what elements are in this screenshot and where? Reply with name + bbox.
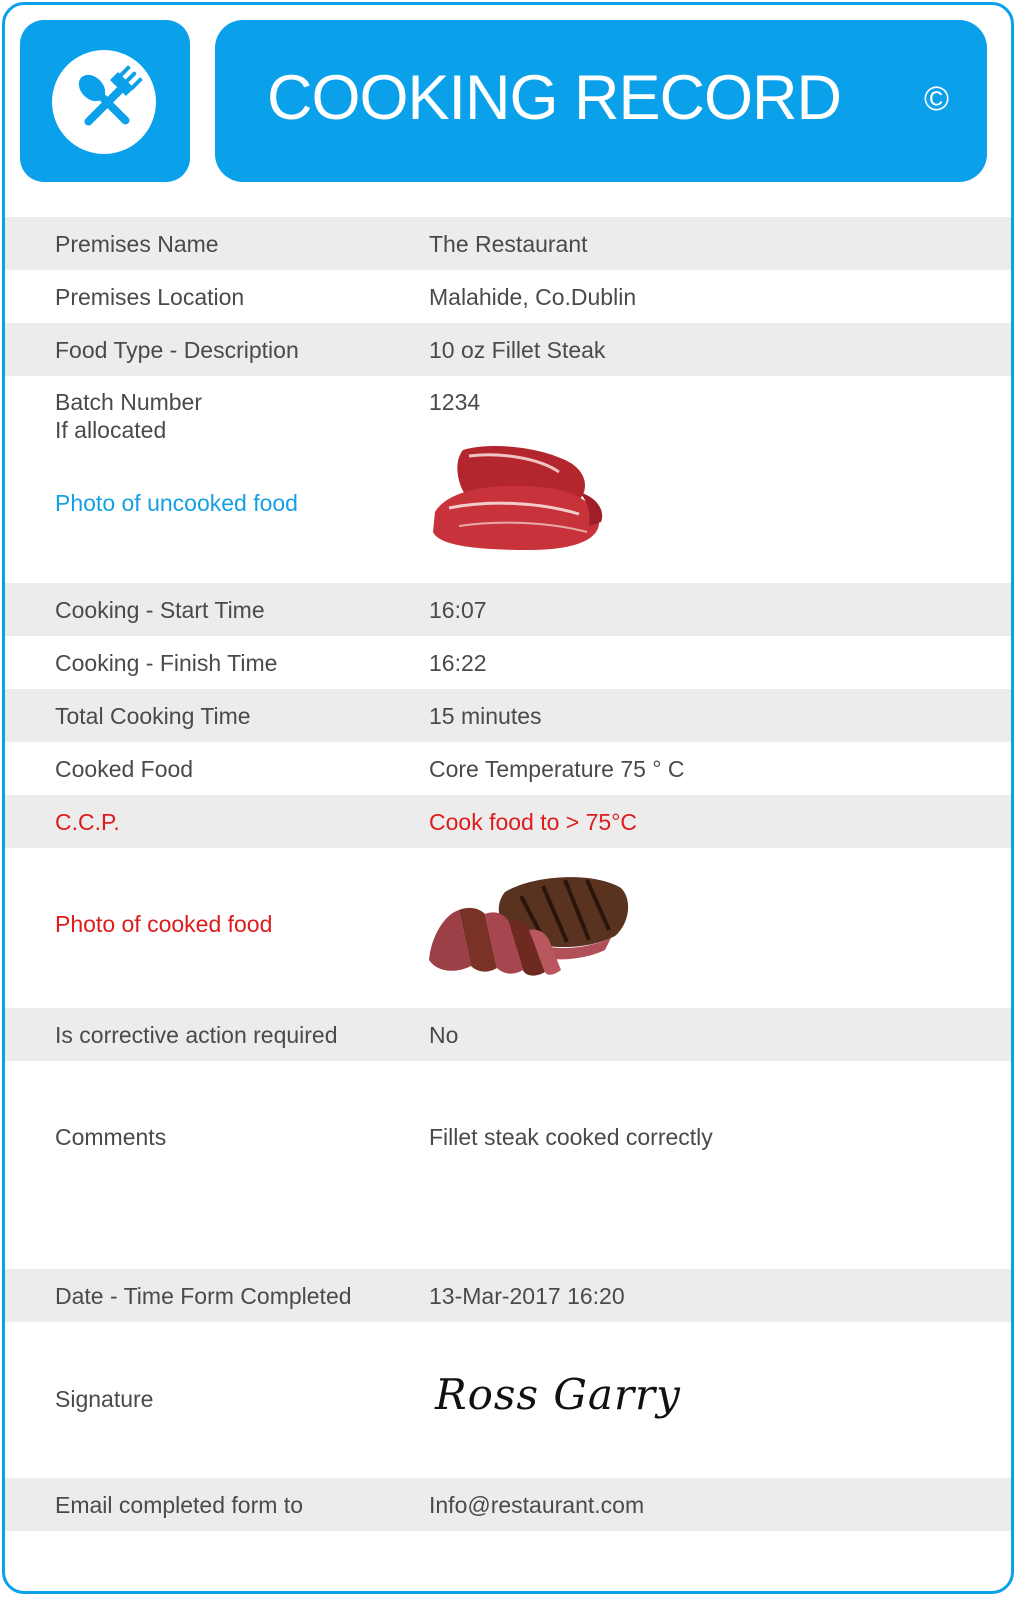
row-signature bbox=[5, 1322, 1011, 1478]
cooked-food-value: Core Temperature 75 ° C bbox=[429, 756, 685, 782]
corrective-action-label: Is corrective action required bbox=[55, 1022, 338, 1048]
record-rows bbox=[5, 217, 1011, 1531]
photo-cooked-label: Photo of cooked food bbox=[55, 911, 273, 937]
raw-steak-photo bbox=[429, 442, 609, 557]
food-type-value: 10 oz Fillet Steak bbox=[429, 337, 606, 363]
batch-number-label: Batch Number bbox=[55, 389, 203, 415]
cooked-food-label: Cooked Food bbox=[55, 756, 194, 782]
email-label: Email completed form to bbox=[55, 1492, 303, 1518]
batch-number-sublabel: If allocated bbox=[55, 417, 167, 443]
premises-name-value: The Restaurant bbox=[429, 231, 588, 257]
row-food-type bbox=[5, 323, 1011, 376]
total-time-value: 15 minutes bbox=[429, 703, 542, 729]
premises-name-label: Premises Name bbox=[55, 231, 219, 257]
page-title: COOKING RECORD bbox=[267, 63, 842, 133]
finish-time-label: Cooking - Finish Time bbox=[55, 650, 278, 676]
row-ccp bbox=[5, 795, 1011, 848]
premises-location-label: Premises Location bbox=[55, 284, 245, 310]
copyright-symbol: © bbox=[923, 80, 949, 118]
date-completed-label: Date - Time Form Completed bbox=[55, 1283, 352, 1309]
date-completed-value: 13-Mar-2017 16:20 bbox=[429, 1283, 625, 1309]
start-time-value: 16:07 bbox=[429, 597, 487, 623]
comments-value: Fillet steak cooked correctly bbox=[429, 1124, 713, 1150]
email-value: Info@restaurant.com bbox=[429, 1492, 645, 1518]
ccp-label: C.C.P. bbox=[55, 809, 120, 835]
row-comments bbox=[5, 1061, 1011, 1269]
logo-tile bbox=[20, 20, 190, 182]
premises-location-value: Malahide, Co.Dublin bbox=[429, 284, 637, 310]
row-batch-and-uncooked-photo bbox=[5, 376, 1011, 583]
row-premises-name bbox=[5, 217, 1011, 270]
total-time-label: Total Cooking Time bbox=[55, 703, 251, 729]
row-cooked-photo bbox=[5, 848, 1011, 1008]
signature-label: Signature bbox=[55, 1386, 154, 1412]
signature: Ross Garry bbox=[435, 1370, 681, 1419]
row-premises-location bbox=[5, 270, 1011, 323]
start-time-label: Cooking - Start Time bbox=[55, 597, 265, 623]
cooked-steak-photo bbox=[425, 870, 635, 982]
row-start-time bbox=[5, 583, 1011, 636]
header bbox=[5, 5, 1011, 215]
row-date-completed bbox=[5, 1269, 1011, 1322]
comments-label: Comments bbox=[55, 1124, 167, 1150]
cooking-record-form bbox=[2, 2, 1014, 1594]
food-type-label: Food Type - Description bbox=[55, 337, 299, 363]
batch-number-value: 1234 bbox=[429, 389, 481, 415]
row-email bbox=[5, 1478, 1011, 1531]
row-corrective-action bbox=[5, 1008, 1011, 1061]
photo-uncooked-label: Photo of uncooked food bbox=[55, 490, 298, 516]
row-finish-time bbox=[5, 636, 1011, 689]
cutlery-icon bbox=[52, 50, 156, 154]
ccp-value: Cook food to > 75°C bbox=[429, 809, 638, 835]
row-cooked-food bbox=[5, 742, 1011, 795]
title-banner bbox=[215, 20, 987, 182]
row-total-time bbox=[5, 689, 1011, 742]
corrective-action-value: No bbox=[429, 1022, 459, 1048]
finish-time-value: 16:22 bbox=[429, 650, 487, 676]
